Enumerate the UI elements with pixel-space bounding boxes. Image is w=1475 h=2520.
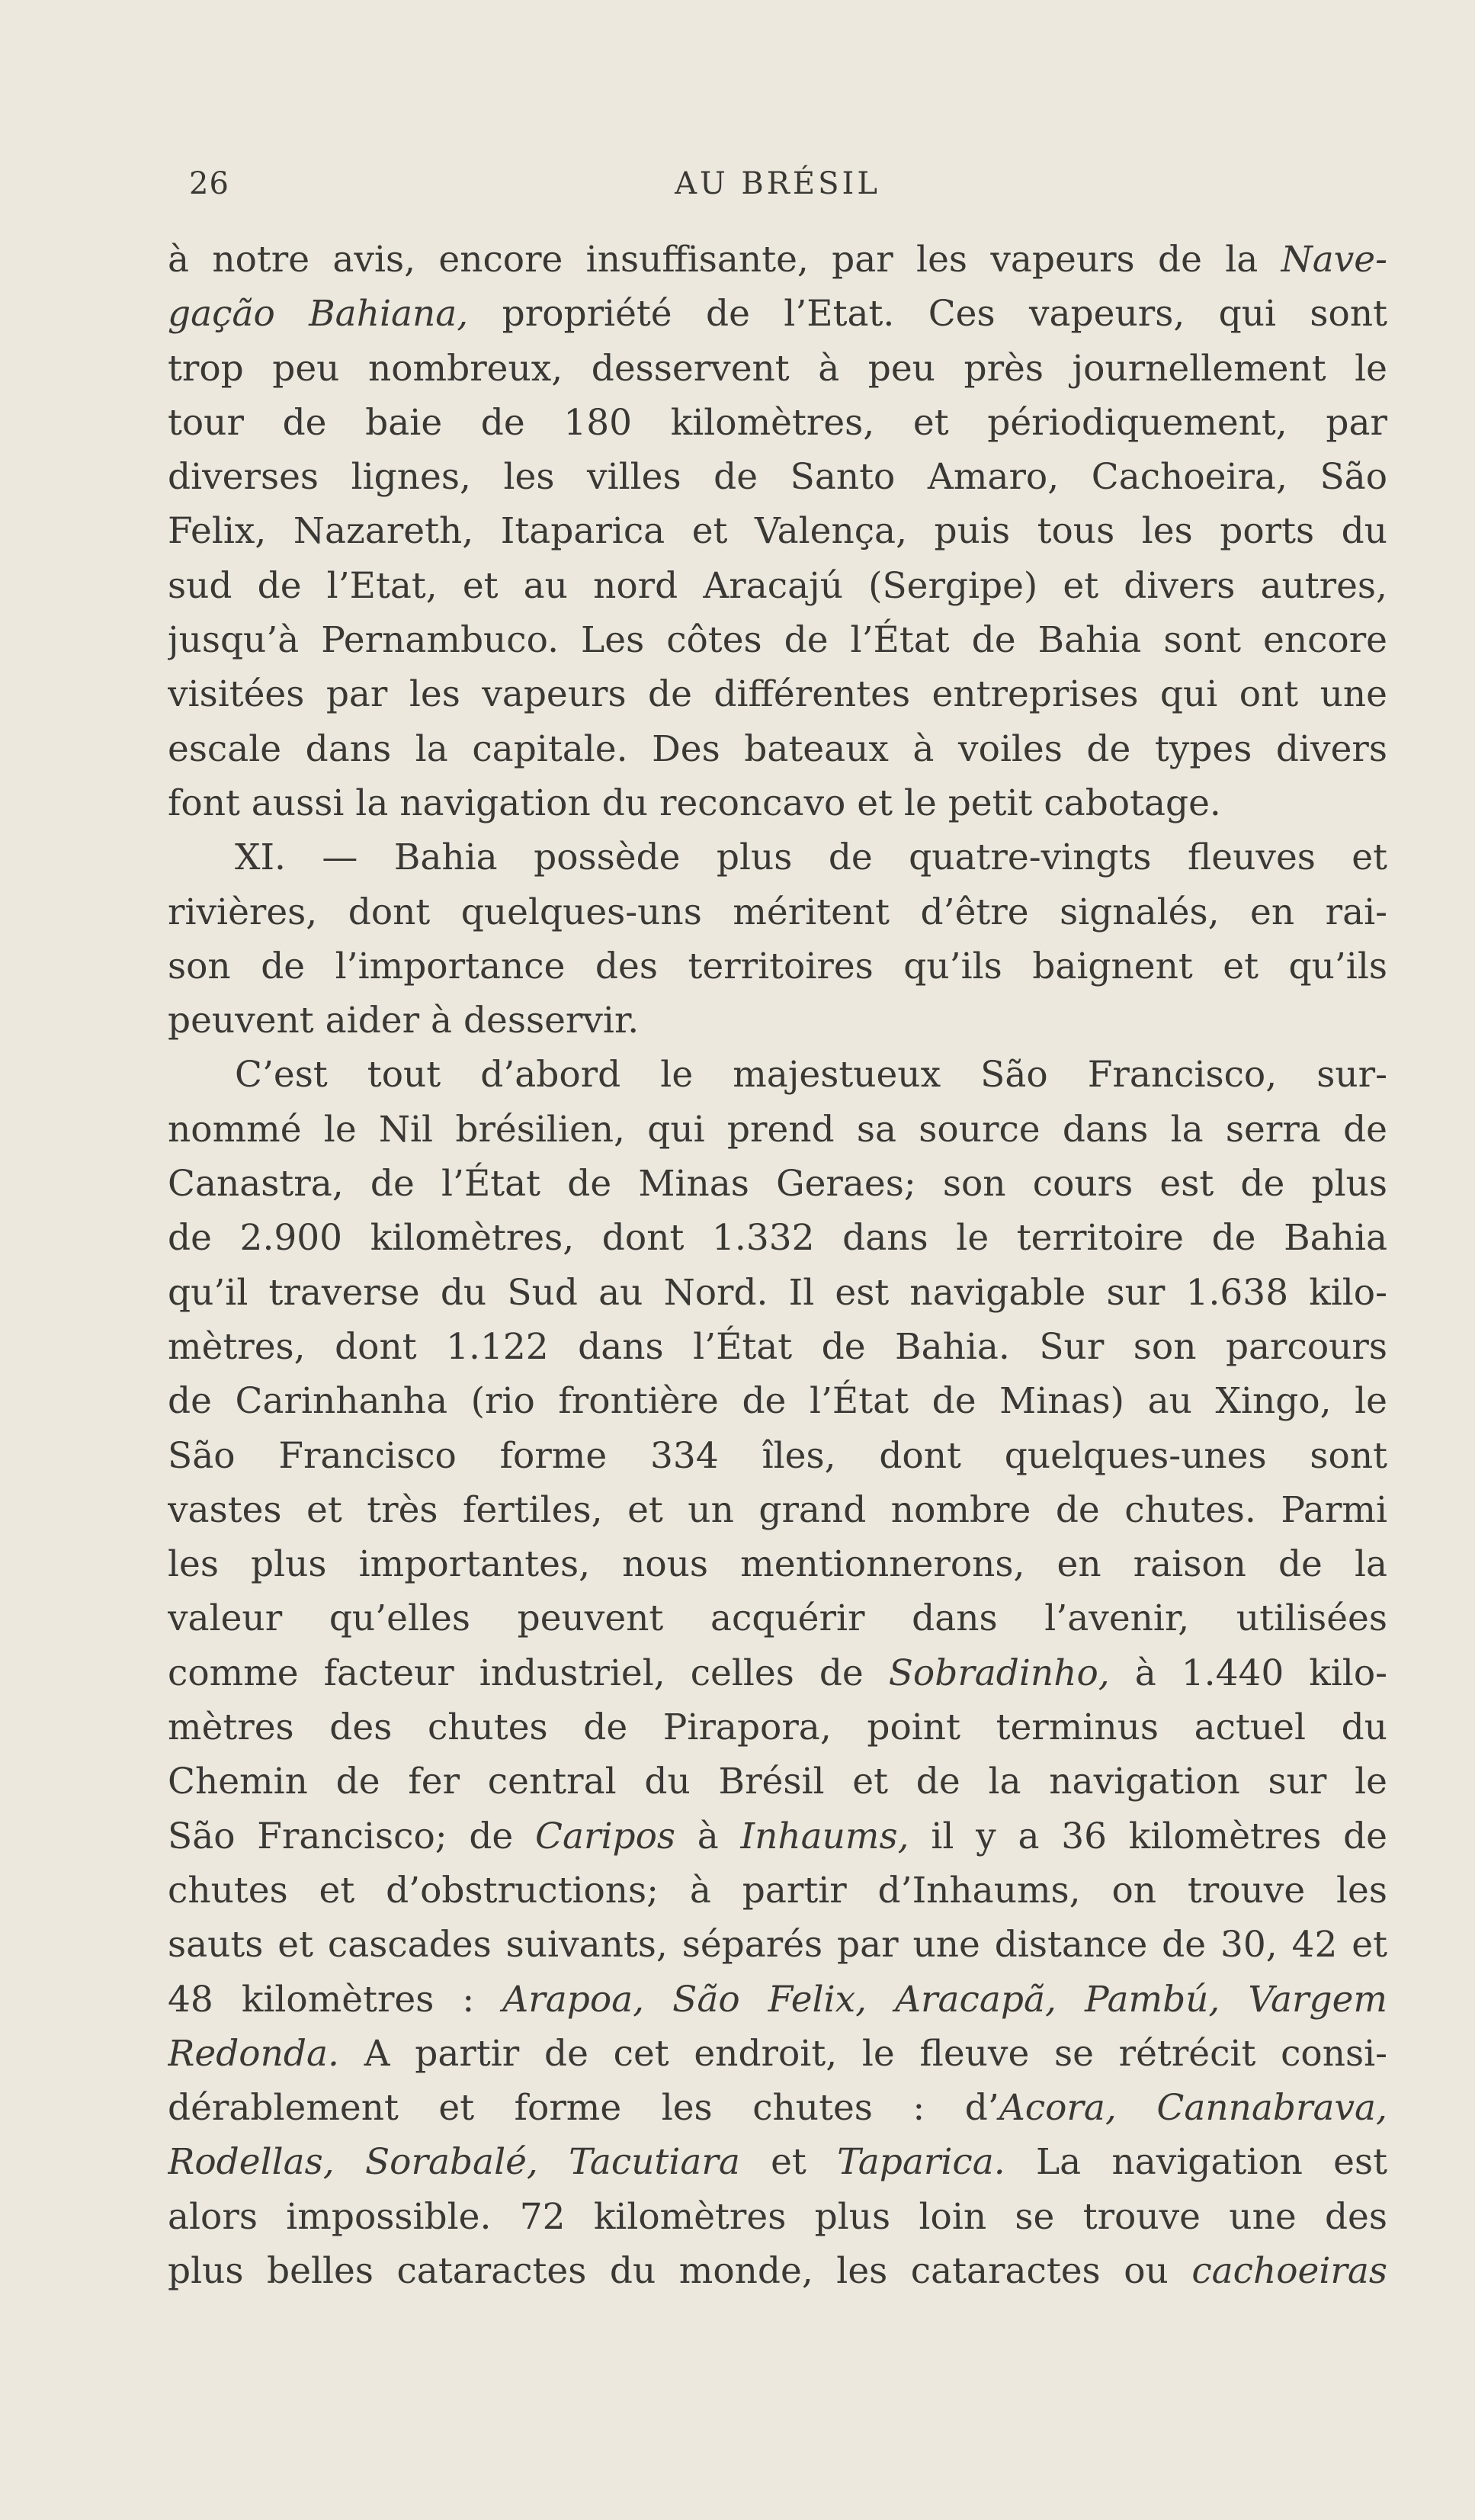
text-segment: à notre avis, encore insuffisante, par les vapeurs de la xyxy=(168,239,1281,281)
italic-text-segment: Inhaums, xyxy=(740,1815,909,1857)
text-segment: 48 kilomètres : xyxy=(168,1978,503,2021)
text-line xyxy=(168,1537,1387,1591)
text-line xyxy=(168,559,1387,613)
text-line xyxy=(168,2190,1387,2244)
text-line xyxy=(168,2135,1387,2189)
text-line xyxy=(168,287,1387,341)
text-line xyxy=(168,2027,1387,2081)
text-line xyxy=(168,1429,1387,1483)
text-segment: valeur qu’elles peuvent acquérir dans l’avenir, utilisées xyxy=(168,1597,1387,1640)
text-line xyxy=(168,1483,1387,1537)
text-segment: escale dans la capitale. Des bateaux à voiles de types divers xyxy=(168,727,1387,770)
italic-text-segment: Nave- xyxy=(1281,239,1387,281)
text-segment: A partir de cet endroit, le fleuve se rétrécit consi- xyxy=(338,2032,1387,2075)
italic-text-segment: Taparica. xyxy=(837,2141,1005,2184)
body-text xyxy=(168,233,1387,2298)
text-segment: tour de baie de 180 kilomètres, et périodiquement, par xyxy=(168,401,1387,444)
text-segment: chutes et d’obstructions; à partir d’Inhaums, on trouve les xyxy=(168,1869,1387,1912)
italic-text-segment: Rodellas, Sorabalé, Tacutiara xyxy=(168,2141,740,2184)
text-segment: son de l’importance des territoires qu’ils baignent et qu’ils xyxy=(168,945,1387,987)
text-line xyxy=(168,1864,1387,1918)
text-line xyxy=(168,1591,1387,1645)
text-line xyxy=(168,885,1387,939)
text-segment: et xyxy=(739,2141,838,2184)
text-line xyxy=(168,233,1387,287)
text-line xyxy=(168,1266,1387,1320)
italic-text-segment: Sobradinho, xyxy=(888,1652,1110,1694)
text-segment: São Francisco; de xyxy=(168,1815,535,1857)
text-line xyxy=(168,1973,1387,2027)
text-line xyxy=(168,722,1387,776)
text-line xyxy=(168,1700,1387,1754)
text-segment: les plus importantes, nous mentionnerons, en raison de la xyxy=(168,1543,1387,1586)
text-segment: C’est tout d’abord le majestueux São Francisco, sur- xyxy=(235,1054,1387,1096)
text-segment: Chemin de fer central du Brésil et de la navigation sur le xyxy=(168,1761,1387,1803)
text-segment: peuvent aider à desservir. xyxy=(168,1000,640,1042)
text-segment: de 2.900 kilomètres, dont 1.332 dans le territoire de Bahia xyxy=(168,1217,1387,1260)
text-line xyxy=(168,450,1387,504)
text-segment: à 1.440 kilo- xyxy=(1109,1652,1387,1694)
text-line xyxy=(168,2244,1387,2298)
italic-text-segment: cachoeiras xyxy=(1191,2249,1387,2292)
text-segment: Canastra, de l’État de Minas Geraes; son cours est de plus xyxy=(168,1163,1387,1205)
running-title: AU BRÉSIL xyxy=(675,166,880,201)
text-segment: São Francisco forme 334 îles, dont quelques-unes sont xyxy=(168,1434,1387,1477)
text-segment: sauts et cascades suivants, séparés par une distance de 30, 42 et xyxy=(168,1924,1387,1966)
text-line xyxy=(168,939,1387,994)
text-segment: XI. — Bahia possède plus de quatre-vingts fleuves et xyxy=(235,836,1387,879)
text-line xyxy=(168,2081,1387,2135)
text-line xyxy=(168,396,1387,450)
text-segment: qu’il traverse du Sud au Nord. Il est navigable sur 1.638 kilo- xyxy=(168,1271,1387,1314)
text-segment: à xyxy=(675,1815,741,1857)
italic-text-segment: Caripos xyxy=(535,1815,675,1857)
text-segment: sud de l’Etat, et au nord Aracajú (Sergipe) et divers autres, xyxy=(168,564,1387,607)
text-segment: alors impossible. 72 kilomètres plus loin se trouve une des xyxy=(168,2195,1387,2238)
text-line xyxy=(168,1754,1387,1809)
text-segment: font aussi la navigation du reconcavo et le petit cabotage. xyxy=(168,782,1221,824)
text-segment: mètres, dont 1.122 dans l’État de Bahia. Sur son parcours xyxy=(168,1325,1387,1368)
italic-text-segment: gação Bahiana, xyxy=(168,293,469,335)
text-segment: trop peu nombreux, desservent à peu près journellement le xyxy=(168,347,1387,390)
text-segment: nommé le Nil brésilien, qui prend sa source dans la serra de xyxy=(168,1108,1387,1151)
page-header xyxy=(168,166,1387,212)
italic-text-segment: Redonda. xyxy=(168,2032,339,2075)
text-line xyxy=(168,613,1387,667)
text-segment: comme facteur industriel, celles de xyxy=(168,1652,889,1694)
text-line xyxy=(168,1157,1387,1211)
text-line xyxy=(168,1211,1387,1265)
text-line xyxy=(168,830,1387,884)
text-segment: vastes et très fertiles, et un grand nombre de chutes. Parmi xyxy=(168,1488,1387,1531)
text-segment: La navigation est xyxy=(1005,2141,1387,2184)
text-line xyxy=(168,1320,1387,1374)
text-line xyxy=(168,994,1387,1048)
text-segment: dérablement et forme les chutes : d’ xyxy=(168,2087,999,2130)
text-line xyxy=(168,776,1387,830)
text-segment: visitées par les vapeurs de différentes entreprises qui ont une xyxy=(168,673,1387,716)
text-segment: Felix, Nazareth, Itaparica et Valença, puis tous les ports du xyxy=(168,510,1387,553)
text-line xyxy=(168,1103,1387,1157)
text-segment: propriété de l’Etat. Ces vapeurs, qui sont xyxy=(468,293,1387,335)
text-line xyxy=(168,342,1387,396)
text-line xyxy=(168,667,1387,721)
text-line xyxy=(168,1809,1387,1864)
italic-text-segment: Arapoa, São Felix, Aracapã, Pambú, Vargem xyxy=(502,1978,1387,2021)
text-line xyxy=(168,1374,1387,1428)
page-number: 26 xyxy=(189,166,229,201)
italic-text-segment: Acora, Cannabrava, xyxy=(999,2087,1387,2130)
text-line xyxy=(168,1918,1387,1972)
text-segment: plus belles cataractes du monde, les cataractes ou xyxy=(168,2249,1192,2292)
text-line xyxy=(168,1048,1387,1102)
text-segment: il y a 36 kilomètres de xyxy=(909,1815,1387,1857)
text-segment: diverses lignes, les villes de Santo Amaro, Cachoeira, São xyxy=(168,456,1387,499)
text-line xyxy=(168,1646,1387,1700)
text-segment: mètres des chutes de Pirapora, point terminus actuel du xyxy=(168,1706,1387,1749)
text-line xyxy=(168,504,1387,558)
text-segment: rivières, dont quelques-uns méritent d’être signalés, en rai- xyxy=(168,891,1387,933)
text-segment: jusqu’à Pernambuco. Les côtes de l’État de Bahia sont encore xyxy=(168,619,1387,662)
text-segment: de Carinhanha (rio frontière de l’État de Minas) au Xingo, le xyxy=(168,1380,1387,1423)
